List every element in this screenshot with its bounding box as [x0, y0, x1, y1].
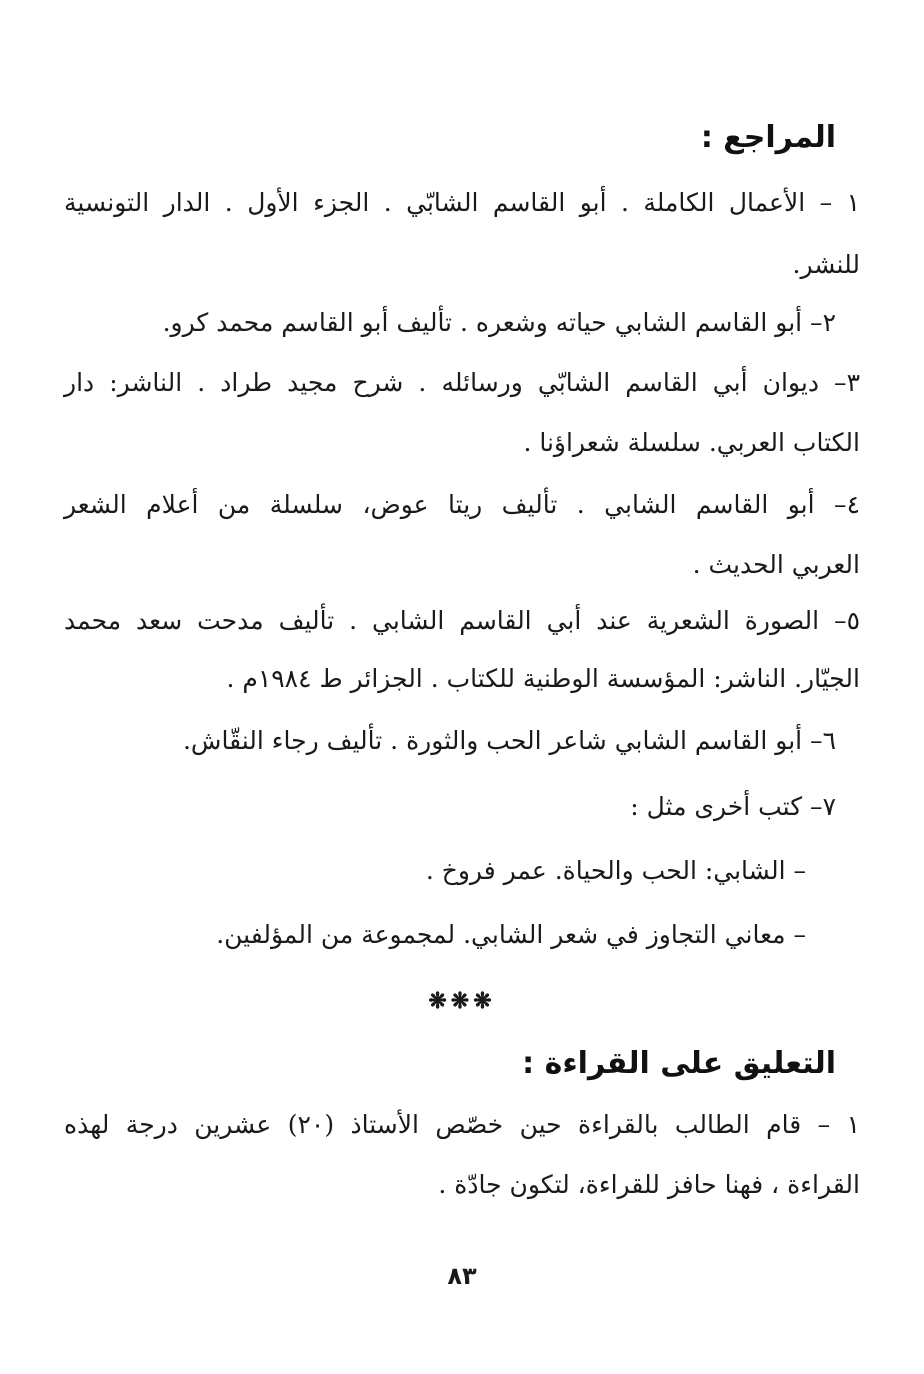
reference-7-sub-1: – الشابي: الحب والحياة. عمر فروخ . [425, 856, 806, 885]
reference-5-line-1: ٥– الصورة الشعرية عند أبي القاسم الشابي . تأليف مدحت سعد محمد [64, 606, 860, 635]
commentary-1-line-1: ١ – قام الطالب بالقراءة حين خصّص الأستاذ (٢٠) عشرين درجة لهذه [64, 1110, 860, 1139]
reference-2: ٢– أبو القاسم الشابي حياته وشعره . تأليف أبو القاسم محمد كرو. [162, 308, 836, 337]
reference-3-line-1: ٣– ديوان أبي القاسم الشابّي ورسائله . شرح مجيد طراد . الناشر: دار [64, 368, 860, 397]
reference-3-line-2: الكتاب العربي. سلسلة شعراؤنا . [523, 428, 860, 457]
commentary-heading: التعليق على القراءة : [522, 1046, 836, 1081]
reference-7-sub-2: – معاني التجاوز في شعر الشابي. لمجموعة من المؤلفين. [216, 920, 806, 949]
reference-4-line-1: ٤– أبو القاسم الشابي . تأليف ريتا عوض، سلسلة من أعلام الشعر [64, 490, 860, 519]
reference-6: ٦– أبو القاسم الشابي شاعر الحب والثورة . تأليف رجاء النقّاش. [182, 726, 836, 755]
reference-1-line-1: ١ – الأعمال الكاملة . أبو القاسم الشابّي . الجزء الأول . الدار التونسية [64, 188, 860, 217]
commentary-1-line-2: القراءة ، فهنا حافز للقراءة، لتكون جادّة . [438, 1170, 860, 1199]
references-heading: المراجع : [700, 120, 836, 155]
reference-7: ٧– كتب أخرى مثل : [630, 792, 836, 821]
section-separator: ❋❋❋ [428, 988, 496, 1014]
reference-5-line-2: الجيّار. الناشر: المؤسسة الوطنية للكتاب . الجزائر ط ١٩٨٤م . [226, 664, 860, 693]
reference-1-line-2: للنشر. [792, 250, 860, 279]
page-number: ٨٣ [447, 1262, 477, 1290]
reference-4-line-2: العربي الحديث . [692, 550, 860, 579]
